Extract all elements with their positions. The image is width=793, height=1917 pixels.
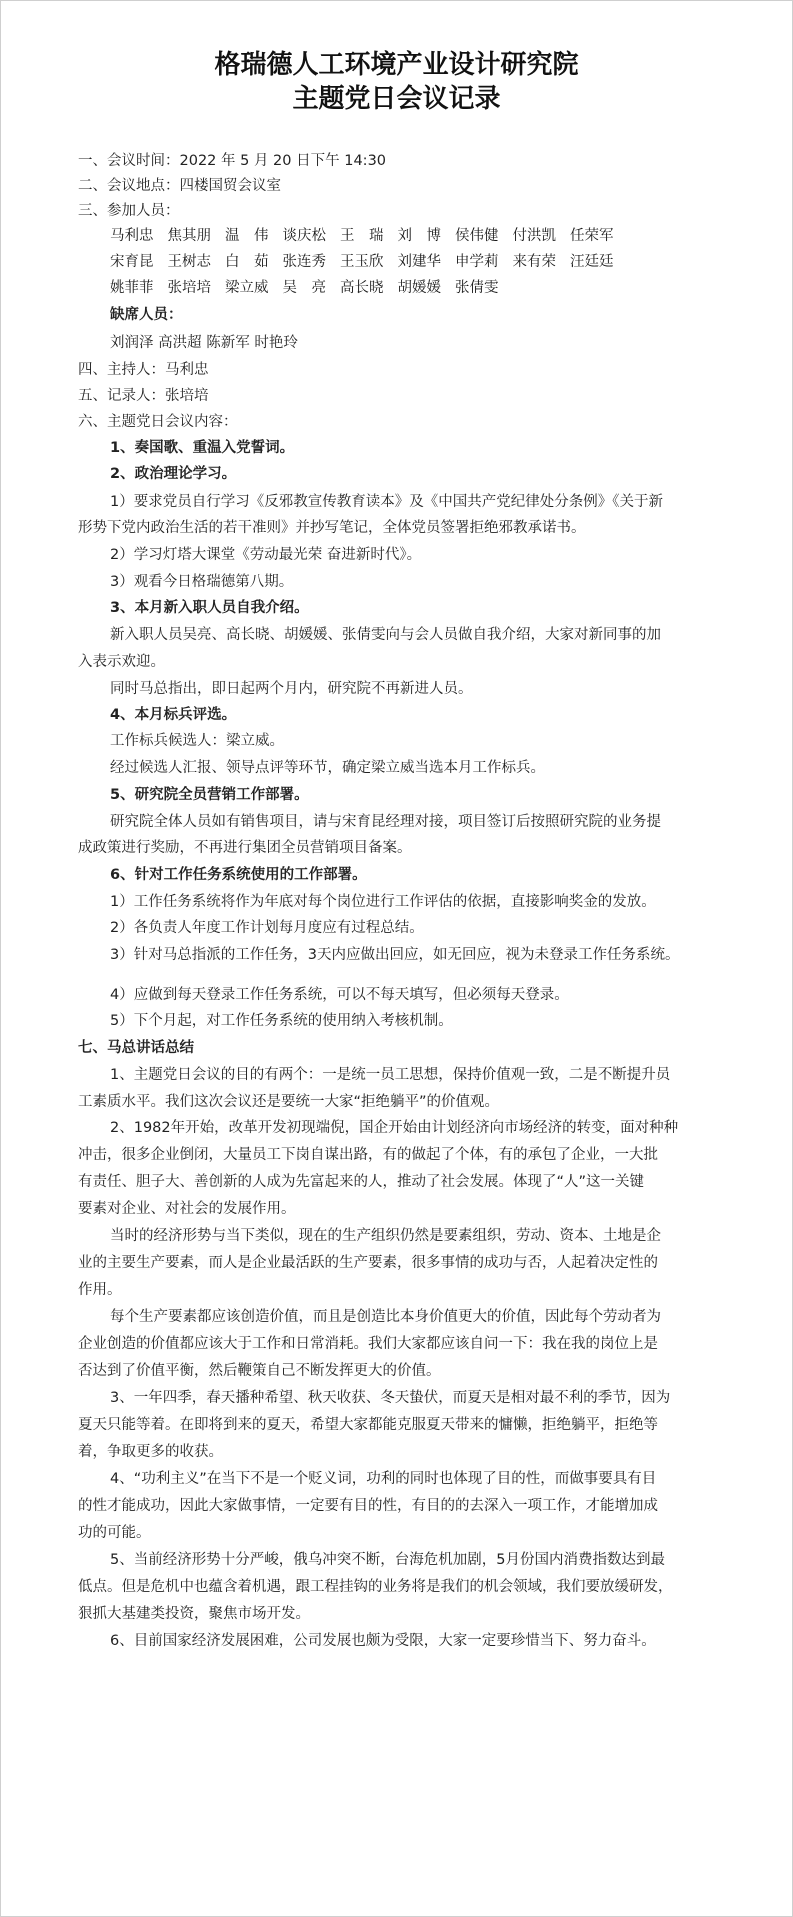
paragraph-line: 1）工作任务系统将作为年底对每个岗位进行工作评估的依据，直接影响奖金的发放。 bbox=[110, 894, 656, 910]
summary-line: 当时的经济形势与当下类似，现在的生产组织仍然是要素组织，劳动、资本、土地是企 bbox=[110, 1228, 661, 1244]
attendees-row-1 bbox=[110, 226, 628, 246]
summary-line: 作用。 bbox=[78, 1282, 122, 1298]
paragraph-line: 同时马总指出，即日起两个月内，研究院不再新进人员。 bbox=[110, 681, 473, 697]
summary-line: 业的主要生产要素，而人是企业最活跃的生产要素，很多事情的成功与否，人起着决定性的 bbox=[78, 1255, 658, 1271]
attendee-name: 付洪凯 bbox=[512, 228, 556, 244]
host: 四、主持人：马利忠 bbox=[78, 362, 209, 378]
summary-line: 夏天只能等着。在即将到来的夏天，希望大家都能克服夏天带来的慵懒，拒绝躺平，拒绝等 bbox=[78, 1417, 658, 1433]
attendee-name: 王玉欣 bbox=[340, 254, 384, 270]
summary-line: 2、1982年开始，改革开发初现端倪，国企开始由计划经济向市场经济的转变，面对种种 bbox=[110, 1120, 679, 1136]
attendees-row-2 bbox=[110, 252, 628, 272]
attendee-name: 温 伟 bbox=[225, 228, 269, 244]
summary-line: 有责任、胆子大、善创新的人成为先富起来的人，推动了社会发展。体现了“人”这一关键 bbox=[78, 1174, 645, 1190]
attendee-name: 汪廷廷 bbox=[570, 254, 614, 270]
recorder: 五、记录人：张培培 bbox=[78, 388, 209, 404]
attendee-name: 张连秀 bbox=[282, 254, 326, 270]
paragraph-line: 2）学习灯塔大课堂《劳动最光荣 奋进新时代》。 bbox=[110, 547, 422, 563]
paragraph-line: 新入职人员吴亮、高长晓、胡媛媛、张倩雯向与会人员做自我介绍，大家对新同事的加 bbox=[110, 627, 661, 643]
summary-line: 要素对企业、对社会的发展作用。 bbox=[78, 1201, 296, 1217]
attendee-name: 刘建华 bbox=[397, 254, 441, 270]
attendee-name: 梁立威 bbox=[225, 280, 269, 296]
paragraph-line: 2）各负责人年度工作计划每月度应有过程总结。 bbox=[110, 920, 424, 936]
summary-line: 1、主题党日会议的目的有两个：一是统一员工思想，保持价值观一致，二是不断提升员 bbox=[110, 1067, 671, 1083]
org-title: 格瑞德人工环境产业设计研究院 bbox=[214, 50, 579, 80]
paragraph-line: 3）观看今日格瑞德第八期。 bbox=[110, 574, 294, 590]
summary-line: 6、目前国家经济发展困难，公司发展也颇为受限，大家一定要珍惜当下、努力奋斗。 bbox=[110, 1633, 656, 1649]
attendee-name: 谈庆松 bbox=[282, 228, 326, 244]
attendee-name: 刘 博 bbox=[397, 228, 441, 244]
summary-line: 3、一年四季，春天播种希望、秋天收获、冬天蛰伏，而夏天是相对最不利的季节，因为 bbox=[110, 1390, 671, 1406]
summary-line: 狠抓大基建类投资，聚焦市场开发。 bbox=[78, 1606, 310, 1622]
paragraph-line: 3）针对马总指派的工作任务，3天内应做出回应，如无回应，视为未登录工作任务系统。 bbox=[110, 947, 680, 963]
paragraph-line: 入表示欢迎。 bbox=[78, 654, 165, 670]
attendee-name: 任荣军 bbox=[570, 228, 614, 244]
summary-line: 4、“功利主义”在当下不是一个贬义词，功利的同时也体现了目的性，而做事要具有目 bbox=[110, 1471, 657, 1487]
section-heading: 3、本月新入职人员自我介绍。 bbox=[110, 600, 309, 616]
summary-line: 低点。但是危机中也蕴含着机遇，跟工程挂钩的业务将是我们的机会领域，我们要放缓研发， bbox=[78, 1579, 673, 1595]
meeting-place: 二、会议地点：四楼国贸会议室 bbox=[78, 178, 281, 194]
summary-line: 功的可能。 bbox=[78, 1525, 151, 1541]
paragraph-line: 5）下个月起，对工作任务系统的使用纳入考核机制。 bbox=[110, 1013, 453, 1029]
content-label: 六、主题党日会议内容： bbox=[78, 414, 238, 430]
section-heading: 2、政治理论学习。 bbox=[110, 466, 237, 482]
absent-names: 刘润泽 高洪超 陈新军 时艳玲 bbox=[110, 335, 298, 351]
attendee-name: 宋育昆 bbox=[110, 254, 154, 270]
attendee-name: 张培培 bbox=[167, 280, 211, 296]
document-title: 主题党日会议记录 bbox=[292, 84, 501, 114]
attendee-name: 白 茹 bbox=[225, 254, 269, 270]
attendee-name: 张倩雯 bbox=[455, 280, 499, 296]
attendee-name: 王 瑞 bbox=[340, 228, 384, 244]
attendee-name: 胡媛媛 bbox=[397, 280, 441, 296]
attendee-name: 姚菲菲 bbox=[110, 280, 154, 296]
absent-label: 缺席人员： bbox=[110, 307, 183, 323]
attendee-name: 侯伟健 bbox=[455, 228, 499, 244]
summary-line: 工素质水平。我们这次会议还是要统一大家“拒绝躺平”的价值观。 bbox=[78, 1094, 500, 1110]
paragraph-line: 1）要求党员自行学习《反邪教宣传教育读本》及《中国共产党纪律处分条例》《关于新 bbox=[110, 494, 663, 510]
summary-line: 着，争取更多的收获。 bbox=[78, 1444, 223, 1460]
section-heading: 1、奏国歌、重温入党誓词。 bbox=[110, 440, 295, 456]
attendee-name: 申学莉 bbox=[455, 254, 499, 270]
attendee-name: 来有荣 bbox=[512, 254, 556, 270]
paragraph-line: 形势下党内政治生活的若干准则》并抄写笔记，全体党员签署拒绝邪教承诺书。 bbox=[78, 520, 586, 536]
section-heading: 6、针对工作任务系统使用的工作部署。 bbox=[110, 867, 367, 883]
summary-line: 企业创造的价值都应该大于工作和日常消耗。我们大家都应该自问一下：我在我的岗位上是 bbox=[78, 1336, 658, 1352]
paragraph-line: 4）应做到每天登录工作任务系统，可以不每天填写，但必须每天登录。 bbox=[110, 987, 569, 1003]
attendee-name: 吴 亮 bbox=[282, 280, 326, 296]
paragraph-line: 经过候选人汇报、领导点评等环节，确定梁立威当选本月工作标兵。 bbox=[110, 760, 545, 776]
section-heading: 5、研究院全员营销工作部署。 bbox=[110, 787, 309, 803]
attendee-name: 马利忠 bbox=[110, 228, 154, 244]
paragraph-line: 成政策进行奖励，不再进行集团全员营销项目备案。 bbox=[78, 840, 412, 856]
attendees-label: 三、参加人员： bbox=[78, 203, 180, 219]
attendee-name: 焦其朋 bbox=[167, 228, 211, 244]
summary-line: 冲击，很多企业倒闭，大量员工下岗自谋出路，有的做起了个体，有的承包了企业，一大批 bbox=[78, 1147, 658, 1163]
summary-line: 的性才能成功，因此大家做事情，一定要有目的性，有目的的去深入一项工作，才能增加成 bbox=[78, 1498, 658, 1514]
meeting-time: 一、会议时间：2022 年 5 月 20 日下午 14:30 bbox=[78, 153, 387, 169]
summary-line: 每个生产要素都应该创造价值，而且是创造比本身价值更大的价值，因此每个劳动者为 bbox=[110, 1309, 661, 1325]
attendee-name: 王树志 bbox=[167, 254, 211, 270]
paragraph-line: 研究院全体人员如有销售项目，请与宋育昆经理对接，项目签订后按照研究院的业务提 bbox=[110, 814, 661, 830]
summary-line: 5、当前经济形势十分严峻，俄乌冲突不断，台海危机加剧，5月份国内消费指数达到最 bbox=[110, 1552, 665, 1568]
paragraph-line: 工作标兵候选人：梁立威。 bbox=[110, 733, 284, 749]
attendees-row-3 bbox=[110, 278, 513, 298]
summary-heading: 七、马总讲话总结 bbox=[78, 1040, 194, 1056]
attendee-name: 高长晓 bbox=[340, 280, 384, 296]
summary-line: 否达到了价值平衡，然后鞭策自己不断发挥更大的价值。 bbox=[78, 1363, 441, 1379]
section-heading: 4、本月标兵评选。 bbox=[110, 707, 237, 723]
